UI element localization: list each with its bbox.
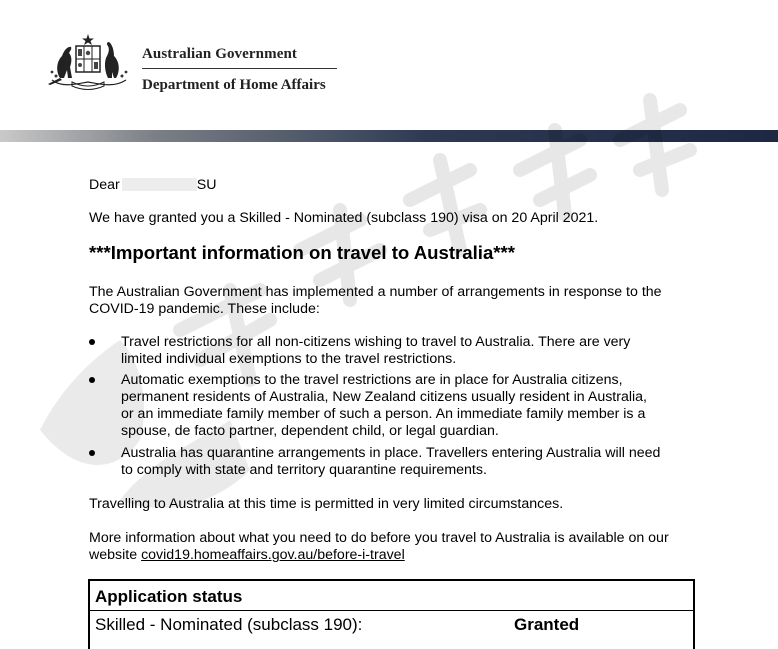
application-status-title: Application status	[95, 587, 243, 606]
bullet-icon	[89, 339, 95, 345]
salutation	[89, 177, 216, 194]
bullet-line: to comply with state and territory quarantine requirements.	[121, 462, 487, 478]
status-divider	[90, 610, 693, 611]
intro-line-2: COVID-19 pandemic. These include:	[89, 301, 320, 317]
bullet-line: Travel restrictions for all non-citizens wishing to travel to Australia. There are very	[121, 334, 631, 350]
travel-info-link[interactable]: covid19.homeaffairs.gov.au/before-i-travel	[141, 547, 405, 563]
more-info-line-2	[89, 547, 405, 564]
more-info-prefix: website	[89, 547, 138, 563]
bullet-line: limited individual exemptions to the travel restrictions.	[121, 351, 457, 367]
bullet-line: spouse, de facto partner, dependent child, or legal guardian.	[121, 423, 499, 439]
travel-headline: ***Important information on travel to Australia***	[89, 242, 515, 263]
letterhead-divider	[142, 68, 337, 69]
bullet-line: permanent residents of Australia, New Zealand citizens usually resident in Australia,	[121, 389, 647, 405]
org-name: Australian Government	[142, 46, 298, 62]
visa-label: Skilled - Nominated (subclass 190):	[95, 615, 363, 634]
salutation-suffix: SU	[196, 177, 217, 193]
bullet-icon	[89, 377, 95, 383]
redacted-name	[122, 178, 197, 191]
more-info-line-1: More information about what you need to do before you travel to Australia is available on our	[89, 530, 669, 546]
intro-line-1: The Australian Government has implemented a number of arrangements in response to the	[89, 284, 662, 300]
application-status-box	[88, 579, 695, 649]
limited-circumstances: Travelling to Australia at this time is permitted in very limited circumstances.	[89, 496, 564, 512]
header-band	[0, 130, 778, 142]
salutation-prefix: Dear	[89, 177, 120, 193]
letterhead	[0, 0, 778, 131]
bullet-line: Australia has quarantine arrangements in place. Travellers entering Australia will need	[121, 445, 661, 461]
bullet-line: Automatic exemptions to the travel restrictions are in place for Australia citizens,	[121, 372, 623, 388]
bullet-icon	[89, 450, 95, 456]
grant-sentence: We have granted you a Skilled - Nominated (subclass 190) visa on 20 April 2021.	[89, 210, 599, 226]
department-name: Department of Home Affairs	[142, 77, 326, 93]
bullet-line: or an immediate family member of such a person. An immediate family member is a	[121, 406, 646, 422]
status-value: Granted	[514, 615, 580, 634]
coat-of-arms-icon	[42, 32, 134, 94]
